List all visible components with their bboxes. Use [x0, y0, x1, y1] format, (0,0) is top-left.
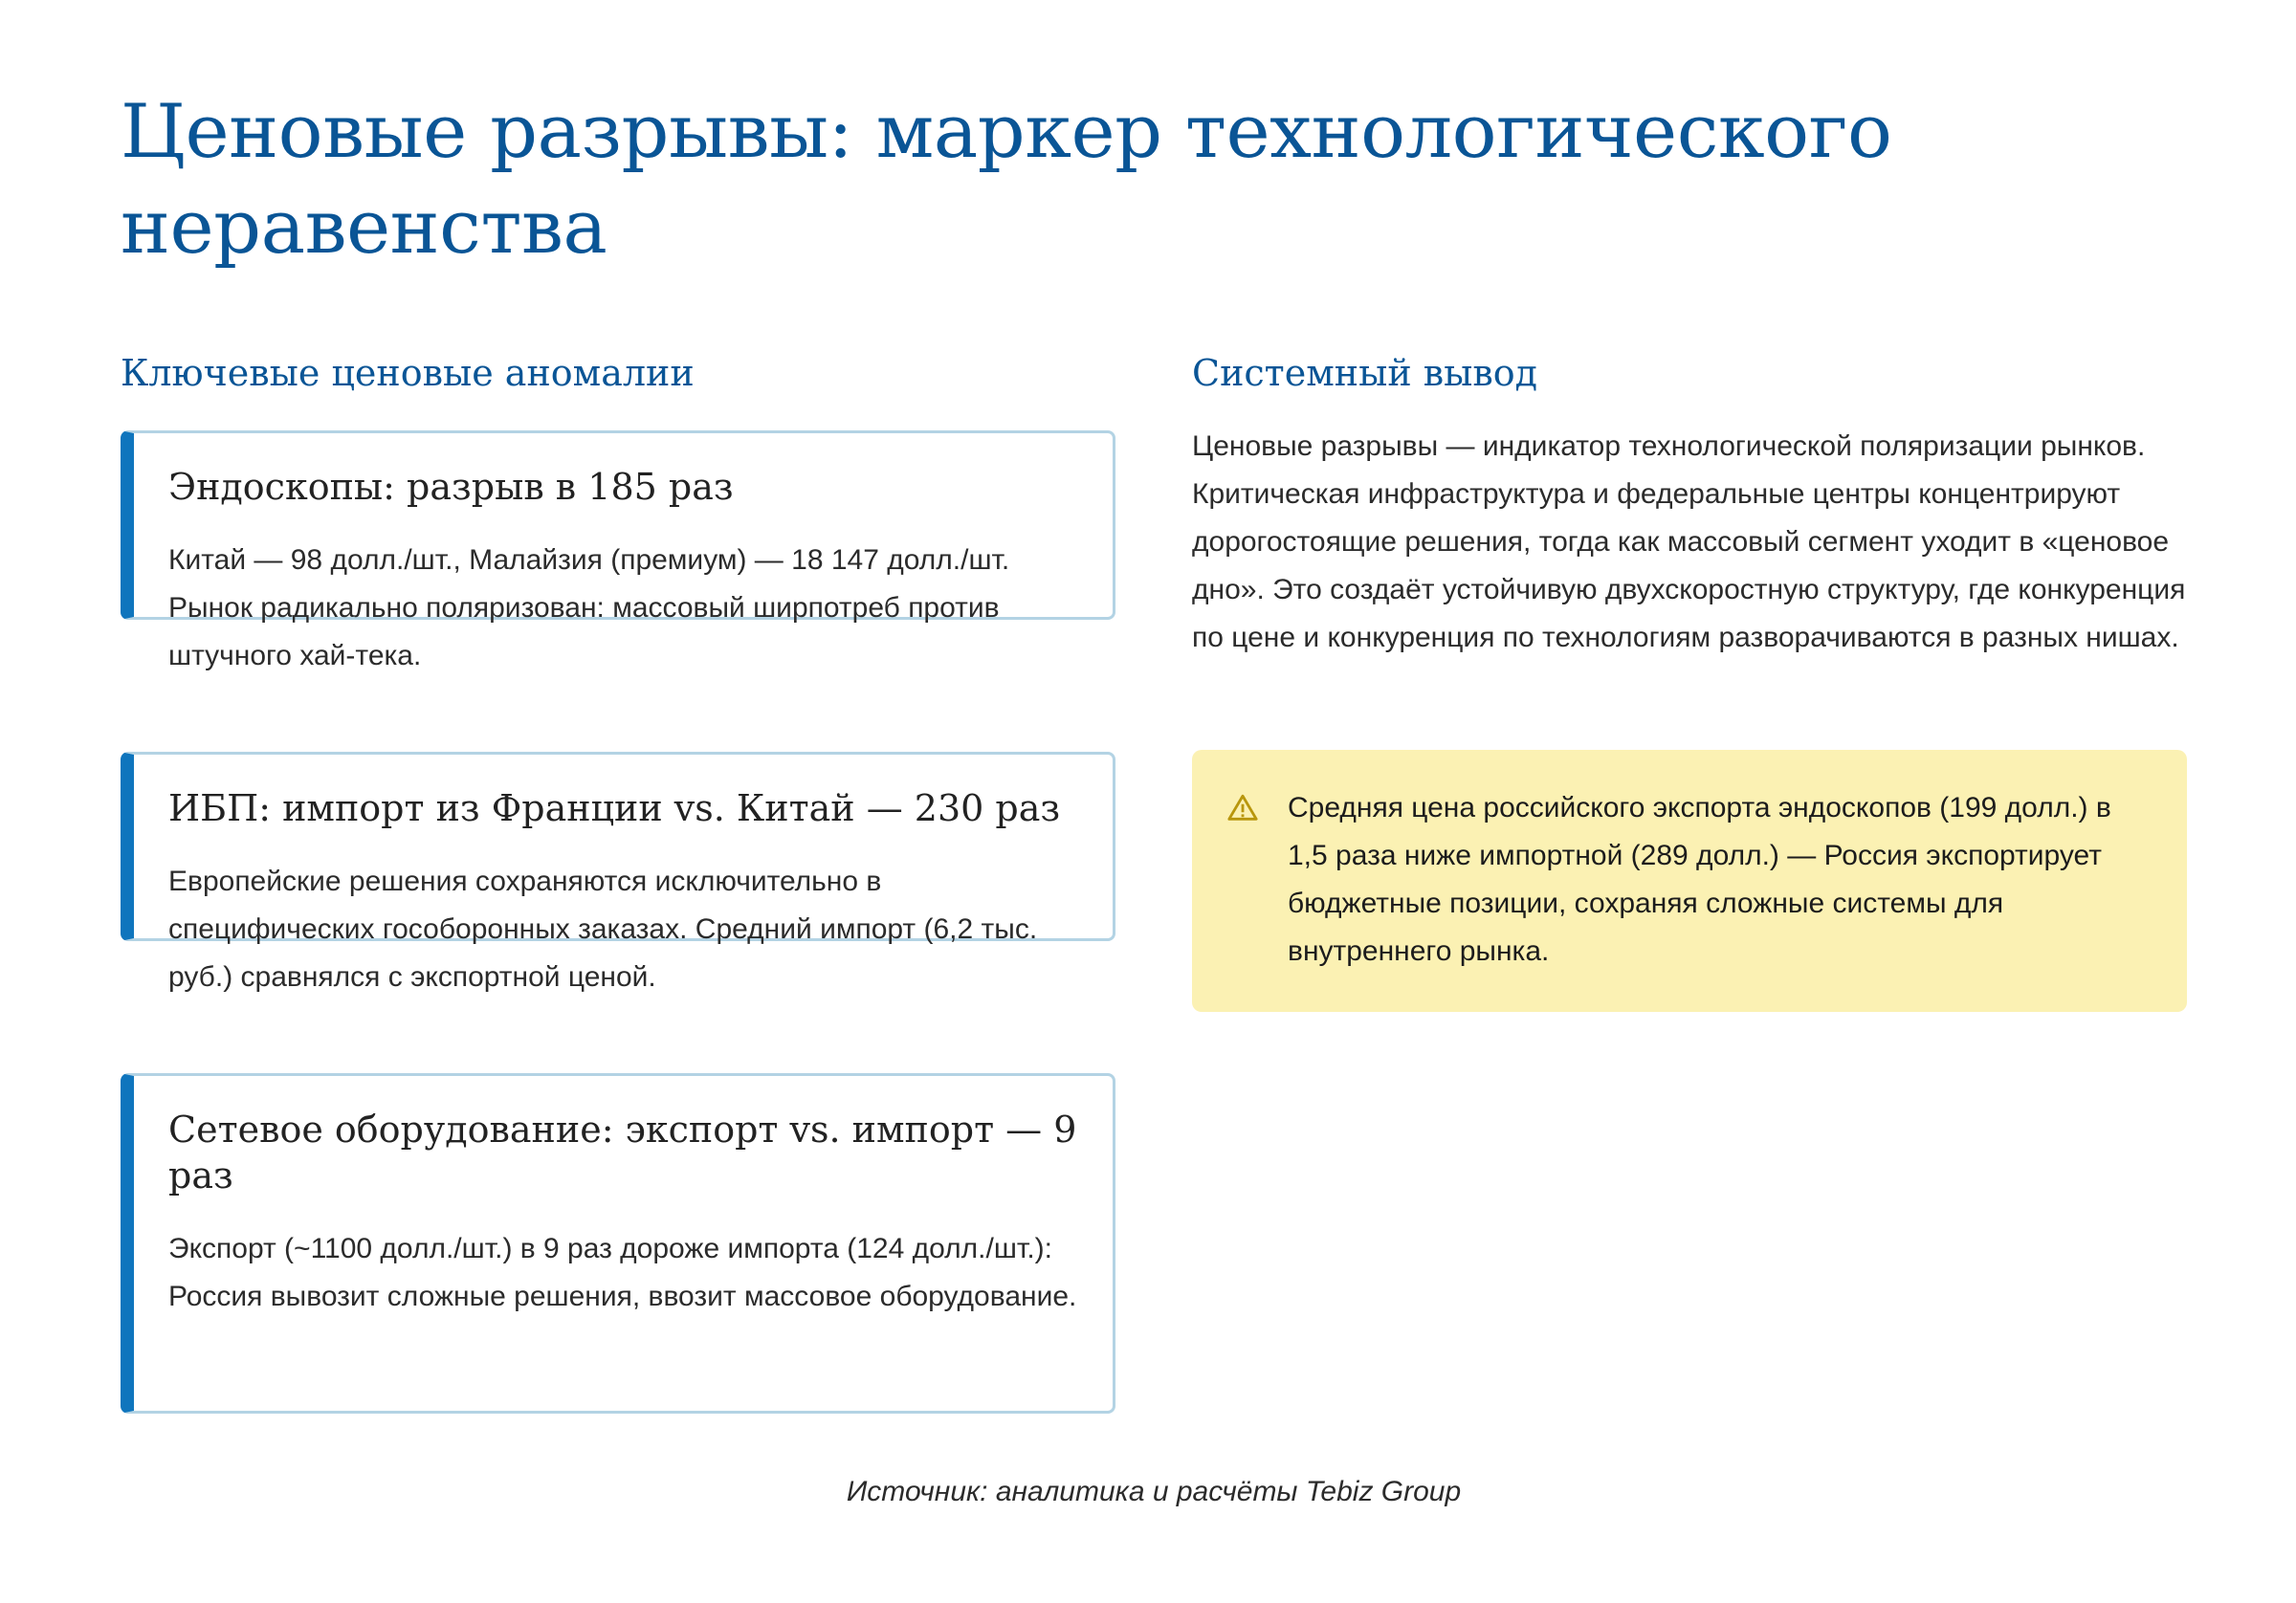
- card-text: Экспорт (~1100 долл./шт.) в 9 раз дороже импорта (124 долл./шт.): Россия вывозит сложные решения, ввозит массовое оборудование.: [168, 1233, 1077, 1312]
- card-text: Китай — 98 долл./шт., Малайзия (премиум) — 18 147 долл./шт. Рынок радикально поляризован: массовый ширпотреб против штучного хай-тека.: [168, 544, 1010, 671]
- card-title: Сетевое оборудование: экспорт vs. импорт — 9 раз: [168, 1109, 1077, 1197]
- page: [121, 0, 2187, 1603]
- card-title: Эндоскопы: разрыв в 185 раз: [168, 466, 734, 508]
- source-note: Источник: аналитика и расчёты Tebiz Group: [846, 1476, 1462, 1507]
- page-title: Ценовые разрывы: маркер технологического неравенства: [121, 89, 1892, 271]
- card-title: ИБП: импорт из Франции vs. Китай — 230 раз: [168, 787, 1061, 829]
- right-column: [1192, 344, 2187, 967]
- card-network-equipment: [121, 1073, 1115, 1414]
- warning-callout: [1192, 750, 2187, 1012]
- section-title-anomalies: Ключевые ценовые аномалии: [121, 352, 695, 394]
- left-column: [121, 344, 1115, 1312]
- callout-text: Средняя цена российского экспорта эндоскопов (199 долл.) в 1,5 раза ниже импортной (289 долл.) — Россия экспортирует бюджетные позиции, сохраняя сложные системы для внутреннего рынка.: [1288, 792, 2111, 967]
- warning-icon: [1226, 792, 1259, 824]
- card-endoscopes: [121, 430, 1115, 671]
- section-title-conclusion: Системный вывод: [1192, 352, 1538, 394]
- conclusion-text: Ценовые разрывы — индикатор технологической поляризации рынков. Критическая инфраструктура и федеральные центры концентрируют дорогостоящие решения, тогда как массовый сегмент уходит в «ценовое дно». Это создаёт устойчивую двухскоростную структуру, где конкуренция по цене и конкуренция по технологиям разворачиваются в разных нишах.: [1192, 430, 2186, 653]
- card-text: Европейские решения сохраняются исключительно в специфических гособоронных заказах. Средний импорт (6,2 тыс. руб.) сравнялся с экспортной ценой.: [168, 866, 1038, 993]
- card-ups: [121, 752, 1115, 993]
